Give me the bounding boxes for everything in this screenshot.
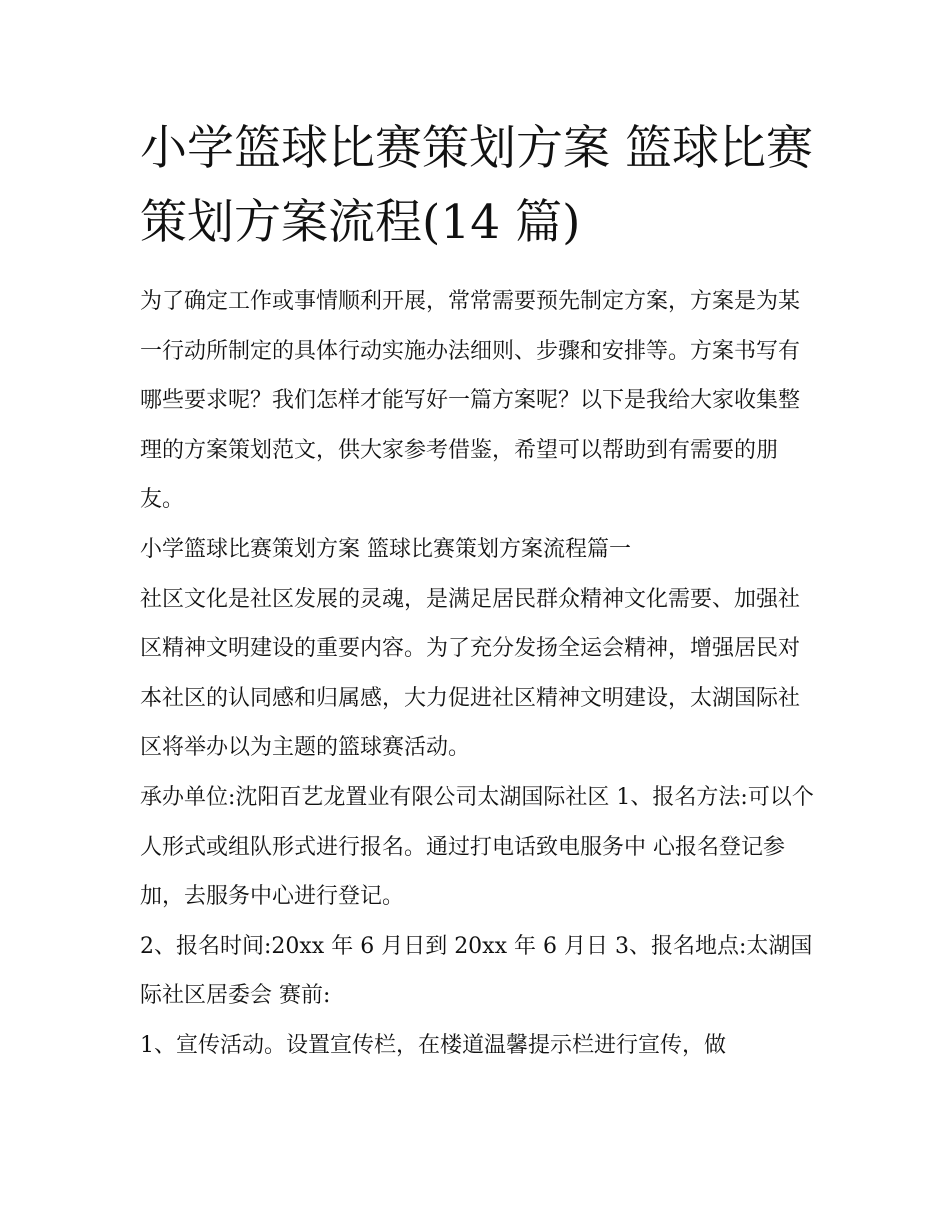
section-heading: 小学篮球比赛策划方案 篮球比赛策划方案流程篇一 [140,536,631,562]
registration-time-paragraph: 2、报名时间:20xx 年 6 月日到 20xx 年 6 月日 3、报名地点:太湖国际社区居委会 赛前: [140,933,813,1009]
document-body [140,277,820,1071]
publicity-paragraph: 1、宣传活动。设置宣传栏，在楼道温馨提示栏进行宣传，做 [140,1032,726,1058]
community-culture-paragraph: 社区文化是社区发展的灵魂，是满足居民群众精神文化需要、加强社区精神文明建设的重要内容。为了充分发扬全运会精神，增强居民对本社区的认同感和归属感，大力促进社区精神文明建设，太湖国际社区将举办以为主题的篮球赛活动。 [140,586,801,761]
intro-paragraph: 为了确定工作或事情顺利开展，常常需要预先制定方案，方案是为某一行动所制定的具体行动实施办法细则、步骤和安排等。方案书写有哪些要求呢？我们怎样才能写好一篇方案呢？以下是我给大家收集整理的方案策划范文，供大家参考借鉴，希望可以帮助到有需要的朋友。 [140,289,801,513]
document-title: 小学篮球比赛策划方案 篮球比赛策划方案流程(14 篇) [140,121,813,250]
organizer-paragraph: 承办单位:沈阳百艺龙置业有限公司太湖国际社区 1、报名方法:可以个人形式或组队形式进行报名。通过打电话致电服务中 心报名登记参加，去服务中心进行登记。 [140,784,814,910]
